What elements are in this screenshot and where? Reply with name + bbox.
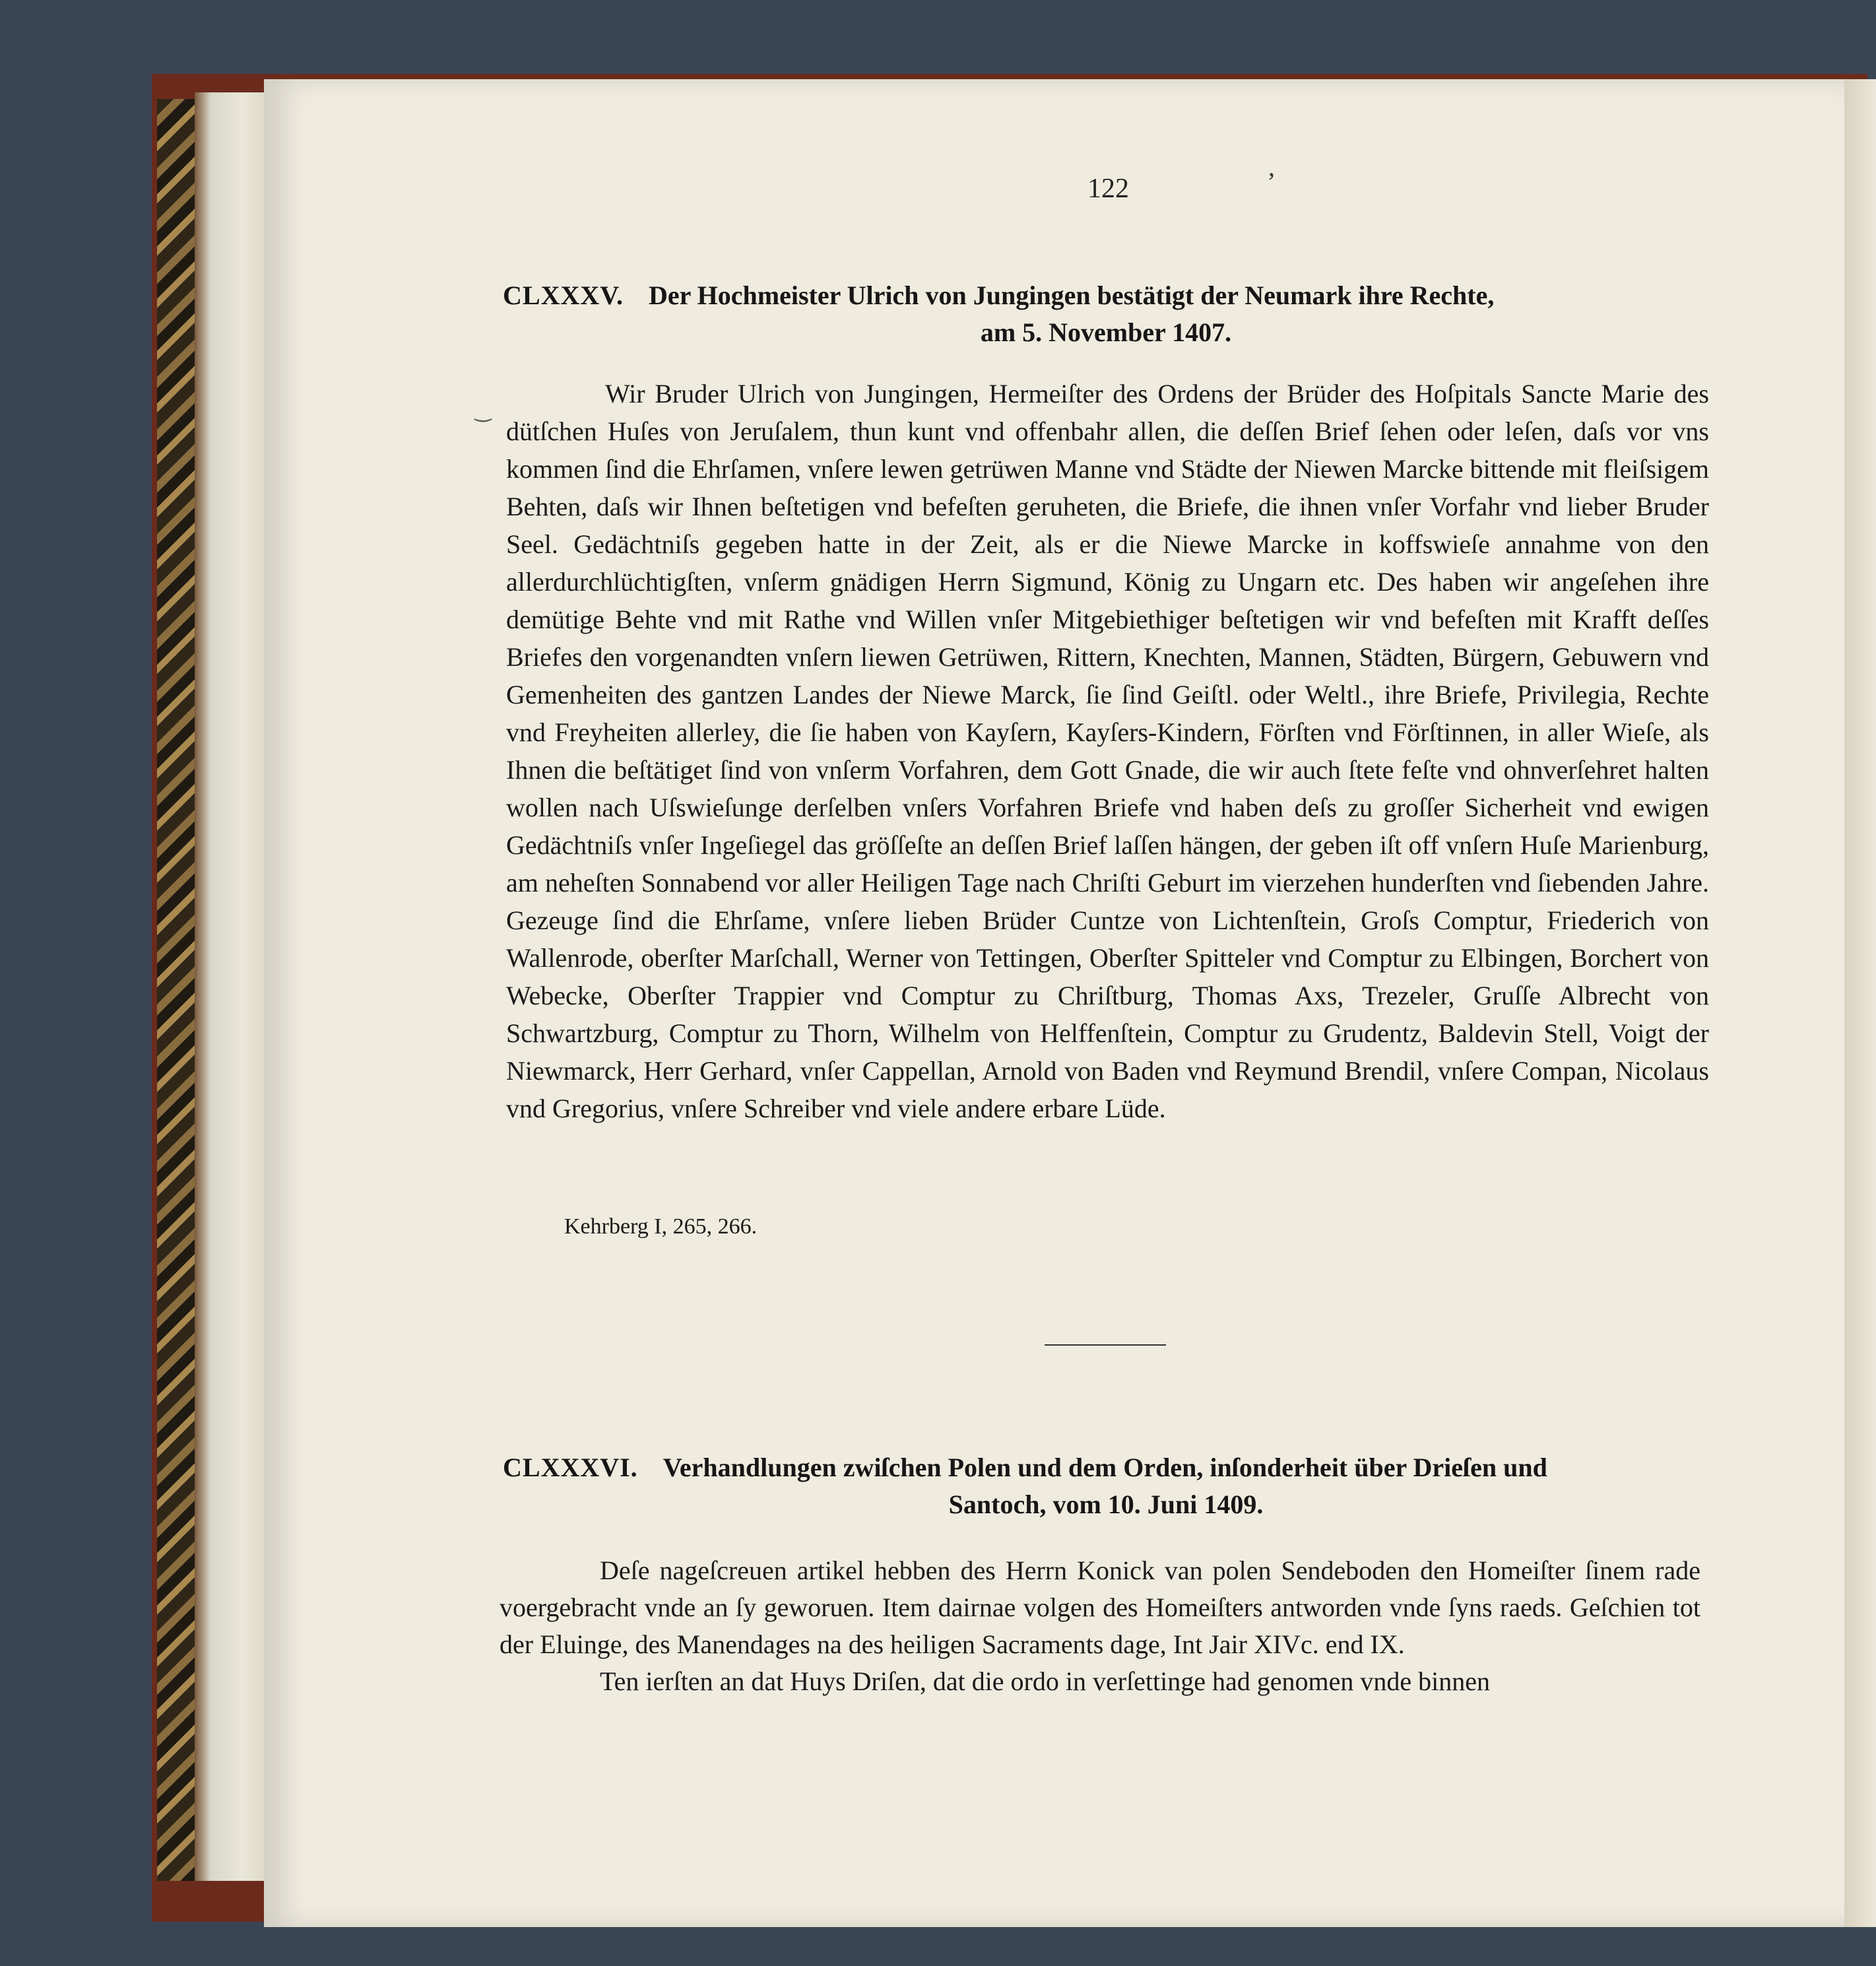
entry-title: Verhandlungen zwiſchen Polen und dem Orden, inſonderheit über Drieſen und	[663, 1453, 1547, 1482]
page-number: 122	[1087, 174, 1129, 204]
body-paragraph: Deſe nageſcreuen artikel hebben des Herrn Konick van polen Sendeboden den Homeiſter ſinem rade voergebracht vnde an ſy geworuen. Item dairnae volgen des Homeiſters antworden vnde ſyns raeds. Geſchien tot der Eluinge, des Manendages na des heiligen Sacraments dage, Int Jair XIVc. end IX.	[500, 1556, 1700, 1659]
margin-mark: ‿	[475, 400, 492, 422]
body-paragraph: Ten ierſten an dat Huys Driſen, dat die ordo in verſettinge had genomen vnde binnen	[600, 1666, 1491, 1696]
source-citation: Kehrberg I, 265, 266.	[564, 1214, 758, 1239]
entry-body-186	[500, 1552, 1700, 1700]
marbled-binding	[157, 99, 197, 1881]
entry-numeral: CLXXXVI.	[503, 1453, 638, 1482]
entry-title: Der Hochmeister Ulrich von Jungingen bestätigt der Neumark ihre Rechte,	[648, 280, 1495, 310]
facing-page-edge	[1844, 79, 1876, 1927]
section-divider	[1045, 1344, 1166, 1346]
entry-heading-185	[503, 277, 1709, 351]
stray-mark: ’	[1267, 167, 1276, 197]
entry-title-date: Santoch, vom 10. Juni 1409.	[948, 1490, 1264, 1519]
body-paragraph: Wir Bruder Ulrich von Jungingen, Hermeiſter des Ordens der Brüder des Hoſpitals Sancte Marie des dütſchen Huſes von Jeruſalem, thun kunt vnd offenbahr allen, die deſſen Brief ſehen oder leſen, daſs vor vns kommen ſind die Ehrſamen, vnſere lewen getrüwen Manne vnd Städte der Niewen Marcke bittende mit fleiſsigem Behten, daſs wir Ihnen beſtetigen vnd befeſten geruheten, die Briefe, die ihnen vnſer Vorfahr vnd lieber Bruder Seel. Gedächtniſs gegeben hatte in der Zeit, als er die Niewe Marcke in koffswieſe annahme von den allerdurchlüchtigſten, vnſerm gnädigen Herrn Sigmund, König zu Ungarn etc. Des haben wir angeſehen ihre demütige Behte vnd mit Rathe vnd Willen vnſer Mitgebiethiger beſtetigen wir vnd befeſten mit Krafft deſſes Briefes den vorgenandten vnſern liewen Getrüwen, Rittern, Knechten, Mannen, Städten, Bürgern, Gebuwern vnd Gemenheiten des gantzen Landes der Niewe Marck, ſie ſind Geiſtl. oder Weltl., ihre Briefe, Privilegia, Rechte vnd Freyheiten allerley, die ſie haben von Kayſern, Kayſers-Kindern, Förſten vnd Förſtinnen, in aller Wieſe, als Ihnen die beſtätiget ſind von vnſerm Vorfahren, dem Gott Gnade, die wir auch ſtete feſte vnd ohnverſehret halten wollen nach Uſswieſunge derſelben vnſers Vorfahren Briefe vnd haben deſs zu groſſer Sicherheit vnd ewigen Gedächtniſs vnſer Ingeſiegel das gröſſeſte an deſſen Brief laſſen hängen, der geben iſt off vnſern Huſe Marienburg, am neheſten Sonnabend vor aller Heiligen Tage nach Chriſti Geburt im vierzehen hunderſten vnd ſiebenden Jahre. Gezeuge ſind die Ehrſame, vnſere lieben Brüder Cuntze von Lichtenſtein, Groſs Comptur, Friederich von Wallenrode, oberſter Marſchall, Werner von Tettingen, Oberſter Spitteler vnd Comptur zu Elbingen, Borchert von Webecke, Oberſter Trappier vnd Comptur zu Chriſtburg, Thomas Axs, Trezeler, Gruſſe Albrecht von Schwartzburg, Comptur zu Thorn, Wilhelm von Helffenſtein, Comptur zu Grudentz, Baldevin Stell, Voigt der Niewmarck, Herr Gerhard, vnſer Cappellan, Arnold von Baden vnd Reymund Brendil, vnſere Compan, Nicolaus vnd Gregorius, vnſere Schreiber vnd viele andere erbare Lüde.	[506, 379, 1709, 1123]
entry-body-185	[506, 375, 1709, 1127]
entry-title-date: am 5. November 1407.	[980, 317, 1232, 347]
entry-numeral: CLXXXV.	[503, 280, 624, 310]
entry-heading-186	[503, 1449, 1709, 1523]
page-block-edge	[195, 92, 274, 1881]
